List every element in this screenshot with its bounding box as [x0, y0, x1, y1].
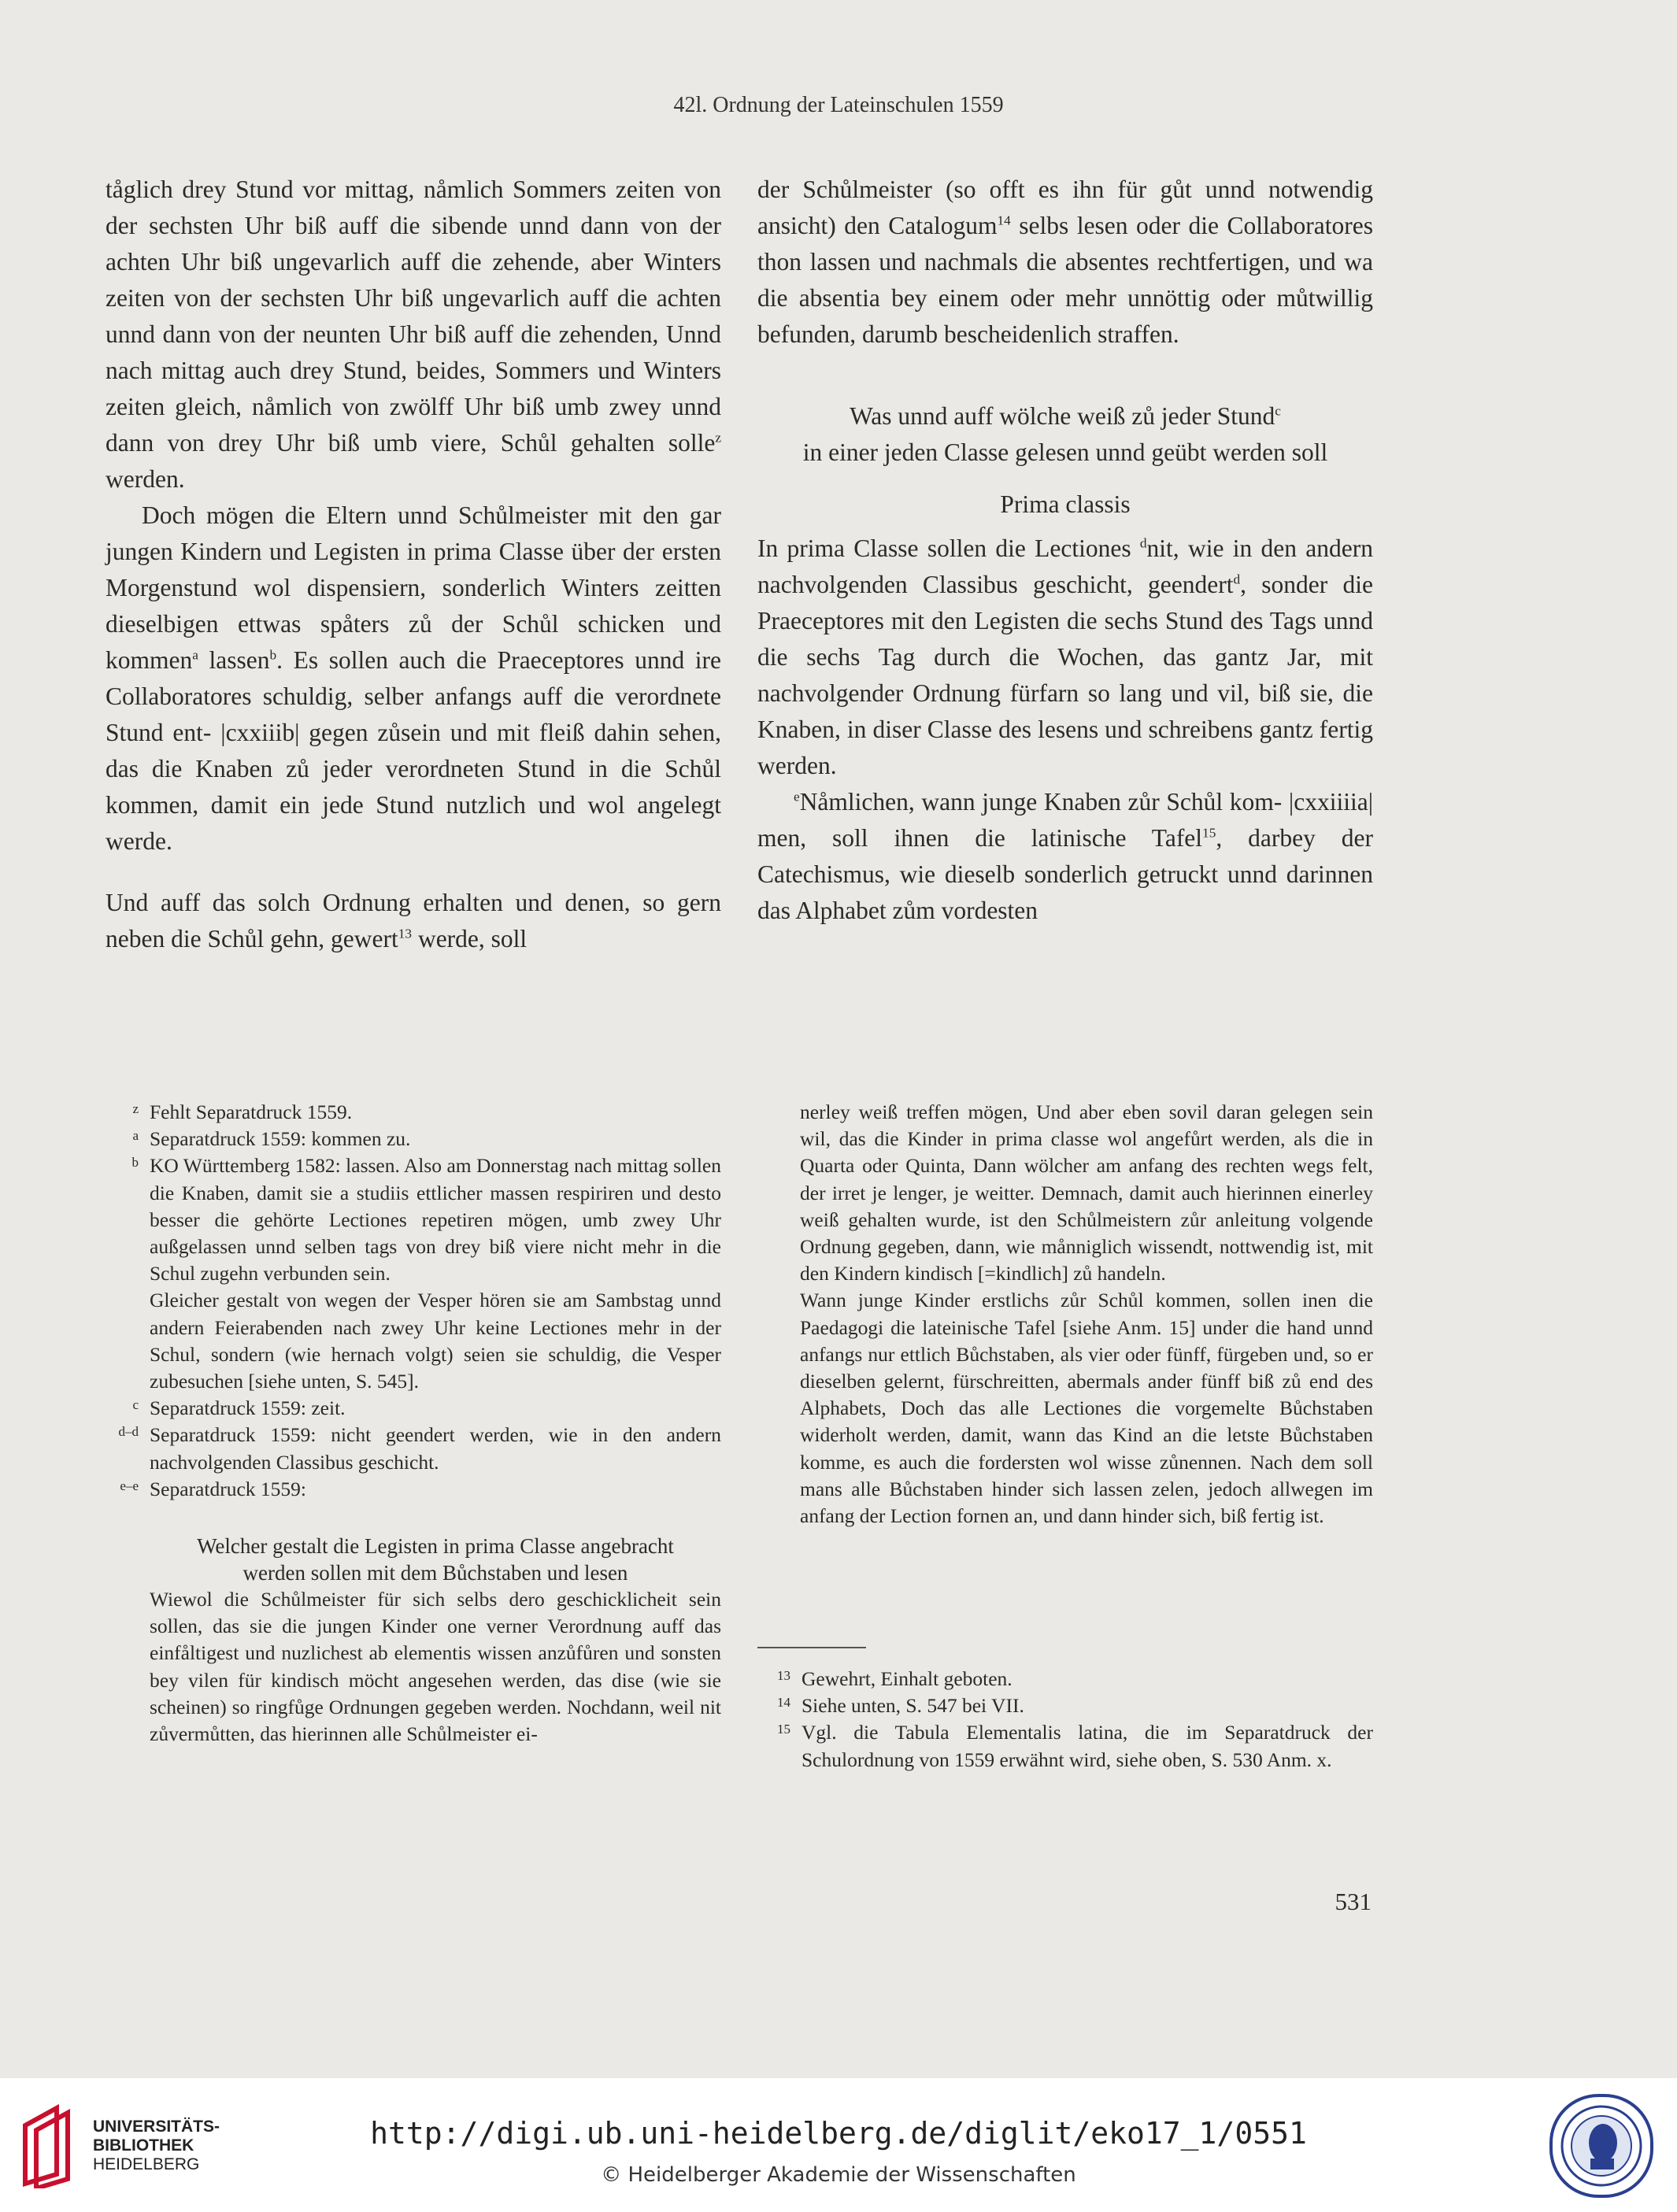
numbered-footnotes — [757, 1666, 1373, 1774]
footnote-text: Siehe unten, S. 547 bei VII. — [801, 1694, 1024, 1718]
footnote-item — [106, 1422, 721, 1475]
footnote-mark: a — [132, 1128, 139, 1144]
logo-line-1: UNIVERSITÄTS- — [93, 2118, 220, 2136]
footnote-item — [106, 1476, 721, 1503]
footnote-text: Gleicher gestalt von wegen der Vesper hören sie am Sambstag unnd andern Feierabenden nach zwey Uhr keine Lectiones mehr in der Schul, sondern (wie hernach volgt) seien sie schuldig, die Vesper zubesuchen [siehe unten, S. 545]. — [150, 1289, 721, 1393]
footnote-mark: b — [131, 1155, 139, 1171]
logo-line-3: HEIDELBERG — [93, 2155, 200, 2173]
footnote-item — [106, 1152, 721, 1287]
footnote-list — [106, 1099, 721, 1503]
footnote-continuation-right-2: Wann junge Kinder erstlichs zůr Schůl kommen, sollen inen die Paedagogi die lateinische Tafel [siehe Anm. 15] under die hand unnd anfangs nur ettlich Bůchstaben, als vier oder fünff, fürgeben und, so er dieselben gelernt, fürschreitten, abermals ander fünff biß zů end des Alphabets, Doch das alle Lectiones die vorgemelte Bůchstaben widerholt werden, damit, wann das Kind an die letste Bůchstaben komme, es auch die fordersten wol wisse zůnennen. Nach dem soll mans alle Bůchstaben hinder sich lassen zelen, jedoch allwegen im anfang der Lection fornen an, und dann hinder sich, biß fertig ist. — [800, 1289, 1373, 1528]
footnote-item — [106, 1126, 721, 1152]
footnote-text: Separatdruck 1559: — [150, 1477, 306, 1500]
footnote-heading-line-2: werden sollen mit dem Bůchstaben und lesen — [242, 1561, 628, 1585]
section-heading-line-2: in einer jeden Classe gelesen unnd geübt werden soll — [802, 438, 1328, 466]
footnote-item — [757, 1692, 1373, 1719]
footnote-item — [106, 1099, 721, 1126]
footnote-continuation-right-1: nerley weiß treffen mögen, Und aber eben sovil daran gelegen sein wil, das die Kinder in prima classe wol angefůrt werden, als die in Quarta oder Quinta, Dann wölcher am anfang des rechten wegs felt, der irret je lenger, je weitter. Demnach, damit auch hierinnen einerley weiß gehalten wurde, ist den Schůlmeistern zůr anleitung volgende Ordnung gegeben, dann, wie månniglich wissendt, nottwendig ist, mit den Kindern kindisch [=kindlich] zů handeln. — [800, 1100, 1373, 1285]
footnote-mark: 13 — [777, 1668, 790, 1683]
footnote-mark: e–e — [120, 1478, 139, 1493]
footnote-mark: 14 — [777, 1695, 790, 1711]
footnote-text: Fehlt Separatdruck 1559. — [150, 1100, 353, 1123]
right-paragraph-2: In prima Classe sollen die Lectiones $^d$nit, wie in den andern nachvolgenden Classibus geschicht, geendert$^d$, sonder die Praeceptores mit den Legisten die sechs Stund des Tags unnd die sechs Tag durch die Wochen, das gantz Jar, mit nachvolgender Ordnung fürfarn so lang und vil, biß sie, die Knaben, in diser Classe des lesens und schreibens gantz fertig werden. — [757, 535, 1373, 779]
page-number: 531 — [1335, 1888, 1372, 1915]
left-footnotes — [106, 1099, 721, 1748]
footnote-text: KO Württemberg 1582: lassen. Also am Donnerstag nach mittag sollen die Knaben, damit sie a studiis ettlicher massen respiriren und desto besser die gehörte Lectiones repetiren mögen, umb zwey Uhr außgelassen unnd selben tags von drey biß viere nicht mehr in die Schul zugehn verbunden sein. — [150, 1154, 721, 1285]
left-paragraph-3: Und auff das solch Ordnung erhalten und denen, so gern neben die Schůl gehn, gewert$^{13}$ werde, soll — [106, 889, 721, 952]
footnote-text: Separatdruck 1559: kommen zu. — [150, 1127, 411, 1151]
footnote-text: Separatdruck 1559: nicht geendert werden, wie in den andern nachvolgenden Classibus geschicht. — [150, 1423, 721, 1474]
section-heading — [757, 398, 1373, 471]
permalink-url[interactable]: http://digi.ub.uni-heidelberg.de/diglit/eko17_1/0551 — [370, 2116, 1307, 2151]
footer-bar — [0, 2078, 1677, 2212]
left-paragraph-1: tåglich drey Stund vor mittag, nåmlich Sommers zeiten von der sechsten Uhr biß auff die sibende unnd dann von der achten Uhr biß ungevarlich auff die zehende, aber Winters zeiten von der sechsten Uhr biß ungevarlich auff die achten unnd dann von der neunten Uhr biß auff die zehenden, Unnd nach mittag auch drey Stund, beides, Sommers und Winters zeiten gleich, nåmlich von zwölff Uhr biß umb zwey unnd dann von drey Uhr biß umb viere, Schůl gehalten solle$^z$ werden. — [106, 176, 721, 493]
footnote-item — [106, 1287, 721, 1395]
footnote-text: Vgl. die Tabula Elementalis latina, die im Separatdruck der Schulordnung von 1559 erwähnt wird, siehe oben, S. 530 Anm. x. — [801, 1721, 1373, 1771]
running-head: 42l. Ordnung der Lateinschulen 1559 — [673, 93, 1004, 117]
right-column — [757, 172, 1373, 929]
footnote-text: Separatdruck 1559: zeit. — [150, 1396, 346, 1420]
subheading: Prima classis — [1000, 490, 1131, 518]
section-heading-line-1: Was unnd auff wölche weiß zů jeder Stund$^c$ — [850, 402, 1281, 430]
right-paragraph-1: der Schůlmeister (so offt es ihn für gůt unnd notwendig ansicht) den Catalogum$^{14}$ selbs lesen oder die Collaboratores thon lassen und nachmals die absentes rechtfertigen, und wa die absentia bey einem oder mehr unnöttig oder můtwillig befunden, darumb bescheidenlich straffen. — [757, 176, 1373, 348]
footnote-heading-line-1: Welcher gestalt die Legisten in prima Classe angebracht — [197, 1534, 674, 1559]
footnote-mark: d–d — [118, 1424, 139, 1440]
footnote-rule — [757, 1647, 866, 1648]
right-footnotes — [800, 1099, 1373, 1530]
footnote-item — [757, 1719, 1373, 1773]
footnote-mark: c — [132, 1397, 139, 1413]
footnote-item — [106, 1395, 721, 1422]
left-column — [106, 172, 721, 957]
footnote-continuation: Wiewol die Schůlmeister für sich selbs dero geschicklicheit sein sollen, das sie die jungen Kinder one verner Verordnung auff das einfåltigest und nuzlichest ab elementis wissen anzůfůren und sonsten bey vilen für kindisch möcht angesehen werden, das dise (wie sie scheinen) so ringfůge Ordnungen gegeben werden. Nochdann, weil nit zůvermůtten, das hierinnen alle Schůlmeister ei- — [150, 1588, 721, 1746]
right-paragraph-3: $^e$Nåmlichen, wann junge Knaben zůr Schůl kom- |cxxiiiia| men, soll ihnen die latinische Tafel$^{15}$, darbey der Catechismus, wie dieselb sonderlich getruckt unnd darinnen das Alphabet zům vordesten — [757, 788, 1373, 924]
footnote-mark: 15 — [777, 1722, 790, 1737]
numbered-footnote-list — [757, 1666, 1373, 1774]
left-paragraph-2: Doch mögen die Eltern unnd Schůlmeister mit den gar jungen Kindern und Legisten in prima Classe über der ersten Morgenstund wol dispensiern, sonderlich Winters zeitten dieselbigen ettwas spåters zů der Schůl schicken und kommen$^a$ lassen$^b$. Es sollen auch die Praeceptores unnd ire Collaboratores schuldig, selber anfangs auff die verordnete Stund ent- |cxxiiib| gegen zůsein und mit fleiß dahin sehen, das die Knaben zů jeder verordneten Stund in die Schůl kommen, damit ein jede Stund nutzlich und wol angelegt werde. — [106, 501, 722, 855]
footnote-item — [757, 1666, 1373, 1692]
logo-line-2: BIBLIOTHEK — [93, 2136, 194, 2155]
footnote-heading — [106, 1533, 721, 1586]
footnote-text: Gewehrt, Einhalt geboten. — [801, 1667, 1012, 1690]
copyright-notice: © Heidelberger Akademie der Wissenschaften — [601, 2163, 1076, 2187]
academy-seal-icon[interactable] — [1549, 2094, 1653, 2198]
footnote-mark: z — [132, 1101, 139, 1116]
